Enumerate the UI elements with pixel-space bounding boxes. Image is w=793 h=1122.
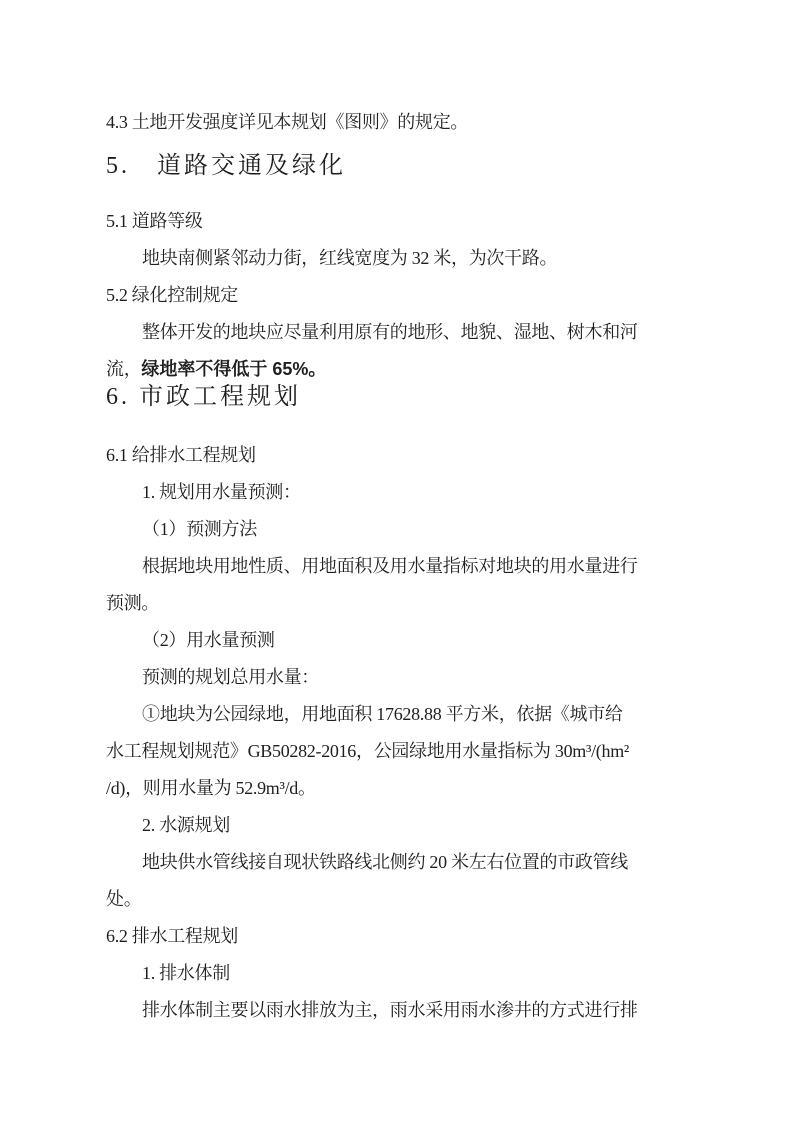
text-run-regular: 流， bbox=[106, 359, 142, 379]
text-run-bold-green-ratio: 绿地率不得低于 65%。 bbox=[141, 359, 327, 379]
paragraph-drainage-line-1: 排水体制主要以雨水排放为主，雨水采用雨水渗井的方式进行排 bbox=[142, 1000, 638, 1020]
section-heading-6-1: 6.1 给排水工程规划 bbox=[106, 445, 256, 465]
list-item-drainage-system: 1. 排水体制 bbox=[142, 963, 230, 983]
list-item-prediction-method: （1）预测方法 bbox=[142, 519, 257, 539]
paragraph-water-supply-line-2: 处。 bbox=[106, 889, 142, 909]
section-heading-5-1: 5.1 道路等级 bbox=[106, 211, 203, 231]
chapter-heading-6: 6. 市政工程规划 bbox=[106, 384, 301, 410]
paragraph-water-supply-line-1: 地块供水管线接自现状铁路线北侧约 20 米左右位置的市政管线 bbox=[142, 852, 628, 872]
list-item-water-demand-forecast: （2）用水量预测 bbox=[142, 630, 275, 650]
list-item-water-demand-prediction: 1. 规划用水量预测： bbox=[142, 482, 301, 502]
paragraph-plot-water-line-3: /d)，则用水量为 52.9m³/d。 bbox=[106, 778, 316, 798]
paragraph-plot-water-line-2: 水工程规划规范》GB50282-2016，公园绿地用水量指标为 30m³/(hm² bbox=[106, 741, 629, 761]
paragraph-road-grade: 地块南侧紧邻动力街，红线宽度为 32 米，为次干路。 bbox=[142, 248, 558, 268]
paragraph-prediction-line-1: 根据地块用地性质、用地面积及用水量指标对地块的用水量进行 bbox=[142, 556, 638, 576]
section-heading-5-2: 5.2 绿化控制规定 bbox=[106, 285, 238, 305]
section-heading-6-2: 6.2 排水工程规划 bbox=[106, 926, 238, 946]
chapter-heading-5: 5. 道路交通及绿化 bbox=[106, 153, 346, 179]
paragraph-total-water-demand: 预测的规划总用水量： bbox=[142, 667, 319, 687]
document-content bbox=[106, 104, 686, 1029]
paragraph-greening-line-1: 整体开发的地块应尽量利用原有的地形、地貌、湿地、树木和河 bbox=[142, 322, 638, 342]
list-item-water-source: 2. 水源规划 bbox=[142, 815, 230, 835]
paragraph-plot-water-line-1: ①地块为公园绿地，用地面积 17628.88 平方米，依据《城市给 bbox=[142, 704, 623, 724]
section-heading-4-3: 4.3 土地开发强度详见本规划《图则》的规定。 bbox=[106, 112, 469, 132]
paragraph-prediction-line-2: 预测。 bbox=[106, 593, 160, 613]
